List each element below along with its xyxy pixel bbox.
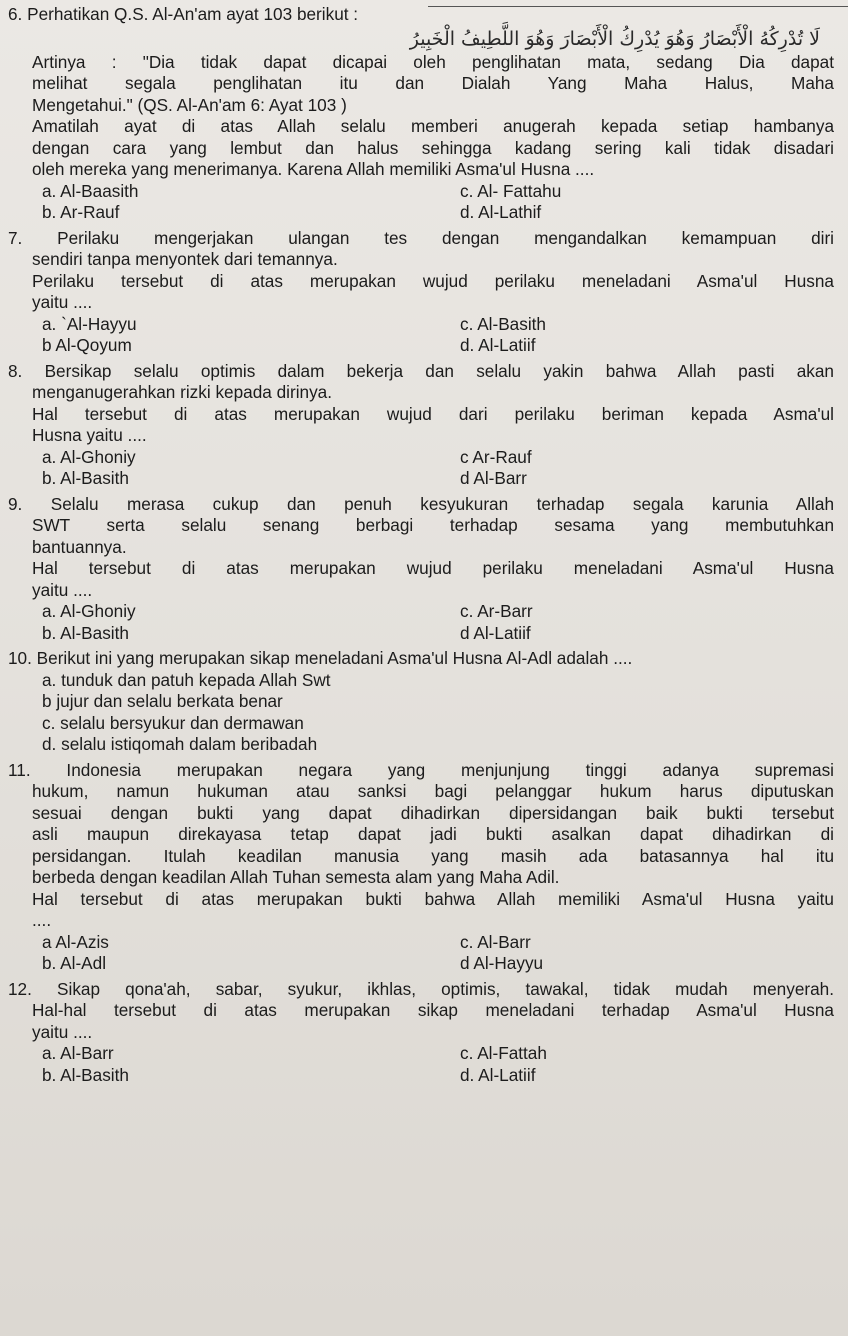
option-d[interactable]: d. Al-Latiif [460,335,536,355]
question-12-line: 12. Sikap qona'ah, sabar, syukur, ikhlas, optimis, tawakal, tidak mudah menyerah. [8,978,834,999]
option-b[interactable]: b jujur dan selalu berkata benar [42,691,283,711]
option-c[interactable]: c. Al- Fattahu [460,180,562,201]
question-8-line: 8. Bersikap selalu optimis dalam bekerja dan selalu yakin bahwa Allah pasti akan [8,360,834,381]
question-6 [8,4,834,224]
question-9-line: SWT serta selalu senang berbagi terhadap sesama yang membutuhkan [32,515,834,535]
option-d[interactable]: d. selalu istiqomah dalam beribadah [42,734,318,754]
question-6-line: melihat segala penglihatan itu dan Dialah Yang Maha Halus, Maha [32,73,834,93]
option-b[interactable]: b Al-Qoyum [42,335,132,355]
question-8-line: menganugerahkan rizki kepada dirinya. [32,382,333,402]
question-11-line: hukum, namun hukuman atau sanksi bagi pelanggar hukum harus diputuskan [32,781,834,801]
option-b[interactable]: b. Al-Adl [42,953,107,973]
question-10-line: 10. Berikut ini yang merupakan sikap meneladani Asma'ul Husna Al-Adl adalah .... [8,648,633,668]
question-6-line: dengan cara yang lembut dan halus sehingga kadang sering kali tidak disadari [32,137,834,158]
option-d[interactable]: d Al-Barr [460,468,527,488]
question-12-line: Hal-hal tersebut di atas merupakan sikap meneladani terhadap Asma'ul Husna [32,1000,834,1020]
question-9-line: Hal tersebut di atas merupakan wujud perilaku meneladani Asma'ul Husna [32,558,834,578]
question-11-line: 11. Indonesia merupakan negara yang menjunjung tinggi adanya supremasi [8,759,834,780]
question-9-line: bantuannya. [32,536,127,557]
question-6-options [8,181,834,224]
option-d[interactable]: d. Al-Latiif [460,1064,536,1085]
question-7-line: 7. Perilaku mengerjakan ulangan tes dengan mengandalkan kemampuan diri [8,227,834,248]
option-a[interactable]: a. Al-Baasith [42,180,139,201]
question-12-options [8,1043,834,1086]
option-a[interactable]: a. Al-Barr [42,1043,114,1063]
question-11-line: asli maupun direkayasa tetap dapat jadi bukti asalkan dapat dihadirkan di [32,824,834,844]
option-a[interactable]: a Al-Azis [42,931,109,952]
option-a[interactable]: a. tunduk dan patuh kepada Allah Swt [42,669,331,690]
option-a[interactable]: a. Al-Ghoniy [42,601,136,621]
question-7-line: yaitu .... [32,292,93,312]
option-b[interactable]: b. Al-Basith [42,1064,129,1085]
question-6-line: Artinya : "Dia tidak dapat dicapai oleh penglihatan mata, sedang Dia dapat [32,51,834,72]
question-9-options [8,601,834,644]
option-d[interactable]: d Al-Hayyu [460,953,544,973]
question-8-options [8,447,834,490]
question-11 [8,760,834,975]
question-6-line: Mengetahui." (QS. Al-An'am 6: Ayat 103 ) [32,94,347,115]
option-b[interactable]: b. Al-Basith [42,468,129,488]
question-6-line: oleh mereka yang menerimanya. Karena Allah memiliki Asma'ul Husna .... [32,159,595,179]
question-12 [8,979,834,1087]
question-7-line: Perilaku tersebut di atas merupakan wujud perilaku meneladani Asma'ul Husna [32,270,834,291]
question-6-lead: 6. Perhatikan Q.S. Al-An'am ayat 103 berikut : [8,4,359,24]
option-c[interactable]: c. selalu bersyukur dan dermawan [42,712,304,733]
option-a[interactable]: a. `Al-Hayyu [42,313,137,334]
option-c[interactable]: c. Al-Fattah [460,1043,547,1063]
arabic-verse: لَا تُدْرِكُهُ الْأَبْصَارُ وَهُوَ يُدْرِكُ الْأَبْصَارَ وَهُوَ اللَّطِيفُ الْخَبِيرُ [409,27,820,50]
question-9 [8,494,834,645]
question-9-line: yaitu .... [32,579,93,600]
question-9-line: 9. Selalu merasa cukup dan penuh kesyukuran terhadap segala karunia Allah [8,493,834,514]
option-d[interactable]: d. Al-Lathif [460,202,542,222]
question-7-line: sendiri tanpa menyontek dari temannya. [32,249,338,269]
question-10 [8,648,834,756]
question-6-line: Amatilah ayat di atas Allah selalu memberi anugerah kepada setiap hambanya [32,116,834,136]
question-11-line: berbeda dengan keadilan Allah Tuhan semesta alam yang Maha Adil. [32,867,560,887]
question-11-line: persidangan. Itulah keadilan manusia yang masih ada batasannya hal itu [32,845,834,866]
question-11-line: Hal tersebut di atas merupakan bukti bahwa Allah memiliki Asma'ul Husna yaitu [32,888,834,909]
question-7 [8,228,834,357]
question-11-line: sesuai dengan bukti yang dapat dihadirkan dipersidangan baik bukti tersebut [32,802,834,823]
option-c[interactable]: c. Al-Barr [460,931,531,952]
question-8-line: Husna yaitu .... [32,425,147,445]
option-d[interactable]: d Al-Latiif [460,622,531,643]
question-11-line: .... [32,910,52,930]
question-7-options [8,314,834,357]
question-12-line: yaitu .... [32,1021,93,1042]
option-a[interactable]: a. Al-Ghoniy [42,446,136,467]
top-rule [428,6,848,7]
option-c[interactable]: c Ar-Rauf [460,446,532,467]
option-c[interactable]: c. Al-Basith [460,313,546,334]
option-c[interactable]: c. Ar-Barr [460,601,533,621]
question-8-line: Hal tersebut di atas merupakan wujud dari perilaku beriman kepada Asma'ul [32,403,834,424]
question-8 [8,361,834,490]
question-11-options [8,932,834,975]
option-b[interactable]: b. Al-Basith [42,622,129,643]
question-10-options [8,670,834,756]
option-b[interactable]: b. Ar-Rauf [42,202,120,222]
